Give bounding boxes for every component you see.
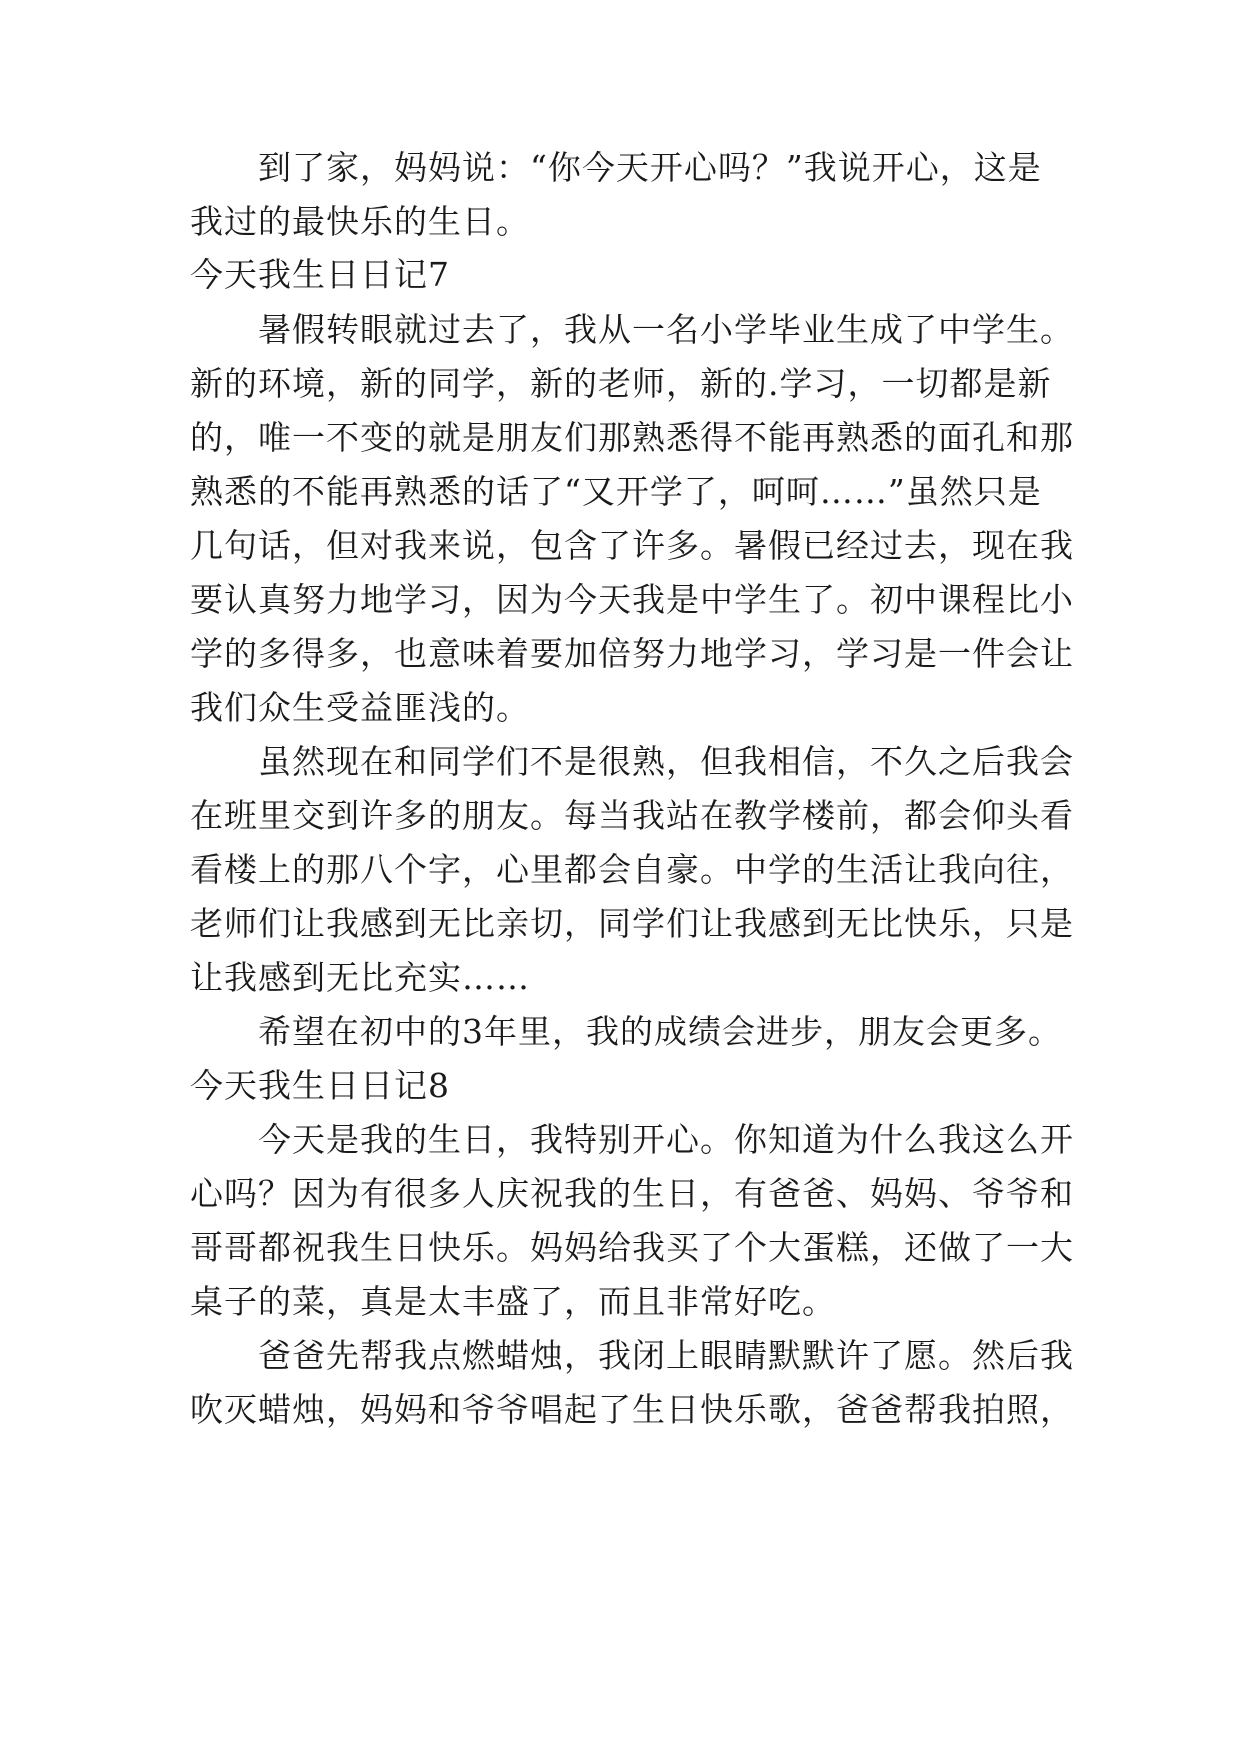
paragraph-line: 的，唯一不变的就是朋友们那熟悉得不能再熟悉的面孔和那 (190, 418, 1074, 457)
paragraph-line: 让我感到无比充实…… (190, 958, 530, 997)
paragraph-line: 希望在初中的3年里，我的成绩会进步，朋友会更多。 (258, 1012, 1062, 1051)
paragraph-line: 要认真努力地学习，因为今天我是中学生了。初中课程比小 (190, 580, 1074, 619)
paragraph-line: 爸爸先帮我点燃蜡烛，我闭上眼睛默默许了愿。然后我 (258, 1336, 1074, 1375)
paragraph-line: 学的多得多，也意味着要加倍努力地学习，学习是一件会让 (190, 634, 1074, 673)
paragraph-line: 到了家，妈妈说：“你今天开心吗？”我说开心，这是 (258, 148, 1042, 187)
paragraph-line: 桌子的菜，真是太丰盛了，而且非常好吃。 (190, 1282, 836, 1321)
paragraph-line: 心吗？因为有很多人庆祝我的生日，有爸爸、妈妈、爷爷和 (190, 1174, 1074, 1213)
paragraph-line: 老师们让我感到无比亲切，同学们让我感到无比快乐，只是 (190, 904, 1074, 943)
paragraph-line: 看楼上的那八个字，心里都会自豪。中学的生活让我向往， (190, 850, 1074, 889)
section-heading: 今天我生日日记8 (190, 1066, 450, 1105)
paragraph-line: 哥哥都祝我生日快乐。妈妈给我买了个大蛋糕，还做了一大 (190, 1228, 1074, 1267)
paragraph-line: 暑假转眼就过去了，我从一名小学毕业生成了中学生。 (258, 310, 1074, 349)
paragraph-line: 虽然现在和同学们不是很熟，但我相信，不久之后我会 (258, 742, 1074, 781)
section-heading: 今天我生日日记7 (190, 255, 450, 294)
paragraph-line: 熟悉的不能再熟悉的话了“又开学了，呵呵……”虽然只是 (190, 472, 1042, 511)
paragraph-line: 今天是我的生日，我特别开心。你知道为什么我这么开 (258, 1120, 1074, 1159)
paragraph-line: 吹灭蜡烛，妈妈和爷爷唱起了生日快乐歌，爸爸帮我拍照， (190, 1390, 1074, 1429)
paragraph-line: 新的环境，新的同学，新的老师，新的.学习，一切都是新 (190, 364, 1052, 403)
paragraph-line: 我们众生受益匪浅的。 (190, 688, 530, 727)
paragraph-line: 我过的最快乐的生日。 (190, 202, 530, 241)
paragraph-line: 几句话，但对我来说，包含了许多。暑假已经过去，现在我 (190, 526, 1074, 565)
paragraph-line: 在班里交到许多的朋友。每当我站在教学楼前，都会仰头看 (190, 796, 1074, 835)
